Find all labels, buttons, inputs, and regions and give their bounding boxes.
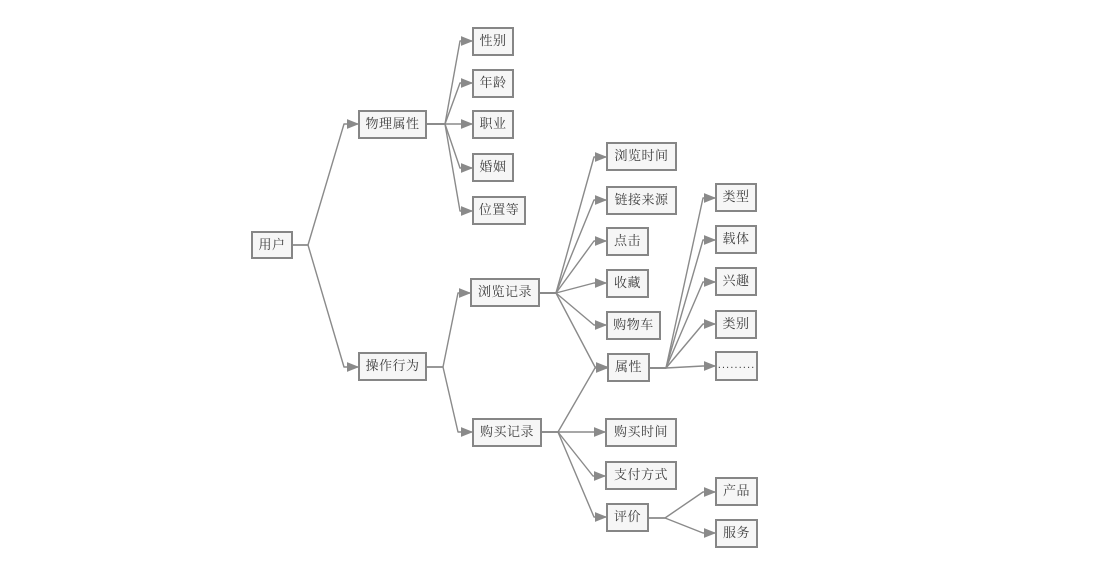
node-click: 点击 xyxy=(606,227,649,256)
edge-browsing-history-shopping-cart xyxy=(540,293,606,325)
edge-browsing-history-favorite xyxy=(540,283,606,293)
edge-user-operation-behavior xyxy=(293,245,358,367)
node-occupation: 职业 xyxy=(472,110,514,139)
node-review: 评价 xyxy=(606,503,649,532)
edge-attributes-ellipsis xyxy=(650,366,715,368)
node-browsing-history: 浏览记录 xyxy=(470,278,540,307)
node-user: 用户 xyxy=(251,231,293,259)
edge-review-product xyxy=(649,492,715,518)
node-interest: 兴趣 xyxy=(715,267,757,296)
edge-browsing-history-browsing-time xyxy=(540,157,606,293)
node-operation-behavior: 操作行为 xyxy=(358,352,427,381)
node-physical-attributes: 物理属性 xyxy=(358,110,427,139)
node-attributes: 属性 xyxy=(607,353,650,382)
node-age: 年龄 xyxy=(472,69,514,98)
node-product: 产品 xyxy=(715,477,758,506)
node-type: 类型 xyxy=(715,183,757,212)
edge-physical-attributes-age xyxy=(427,83,472,124)
edge-review-service xyxy=(649,518,715,533)
node-link-source: 链接来源 xyxy=(606,186,677,215)
edge-browsing-history-link-source xyxy=(540,200,606,293)
edge-purchase-history-attributes xyxy=(542,368,607,432)
edge-browsing-history-attributes xyxy=(540,293,607,367)
node-browsing-time: 浏览时间 xyxy=(606,142,677,171)
node-location-etc: 位置等 xyxy=(472,196,526,225)
node-category: 类别 xyxy=(715,310,757,339)
node-shopping-cart: 购物车 xyxy=(606,311,661,340)
node-favorite: 收藏 xyxy=(606,269,649,298)
edge-operation-behavior-purchase-history xyxy=(427,367,472,432)
node-service: 服务 xyxy=(715,519,758,548)
edge-attributes-type xyxy=(650,198,715,368)
edge-browsing-history-click xyxy=(540,241,606,293)
node-marriage: 婚姻 xyxy=(472,153,514,182)
node-purchase-time: 购买时间 xyxy=(605,418,677,447)
edge-user-physical-attributes xyxy=(293,124,358,245)
edge-operation-behavior-browsing-history xyxy=(427,293,470,367)
node-payment-method: 支付方式 xyxy=(605,461,677,490)
edge-purchase-history-review xyxy=(542,432,606,517)
node-purchase-history: 购买记录 xyxy=(472,418,542,447)
node-ellipsis: ......... xyxy=(715,351,758,381)
node-carrier: 载体 xyxy=(715,225,757,254)
node-gender: 性别 xyxy=(472,27,514,56)
